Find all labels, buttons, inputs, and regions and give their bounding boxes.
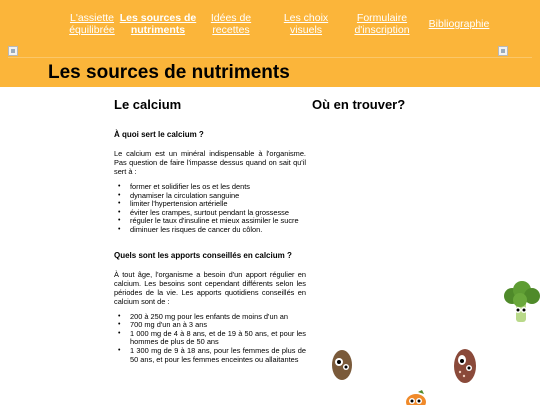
page-title: Les sources de nutriments — [48, 62, 290, 83]
main-nav — [0, 10, 540, 40]
list-item: • éviter les crampes, surtout pendant la grossesse — [114, 209, 306, 218]
list-item: • dynamiser la circulation sanguine — [114, 192, 306, 201]
intake-list — [114, 313, 306, 365]
nav-link-formulaire[interactable]: Formulaire d'inscription — [354, 12, 410, 36]
paragraph-intake: À tout âge, l'organisme a besoin d'un apport régulier en calcium. Les besoins sont cependant différents selon les périodes de la vie. Les apports quotidiens conseillés en calcium sont de : — [114, 269, 306, 306]
carrot-icon — [402, 390, 434, 405]
nav-link-bibliographie[interactable]: Bibliographie — [428, 18, 490, 30]
nav-link-sources[interactable]: Les sources de nutriments — [119, 12, 197, 36]
list-item: • 1 300 mg de 9 à 18 ans, pour les femmes de plus de 50 ans, et pour les femmes enceintes ou allaitantes — [114, 347, 306, 364]
uses-list — [114, 183, 306, 235]
list-item: • réguler le taux d'insuline et mieux assimiler le sucre — [114, 217, 306, 226]
site-header — [0, 0, 540, 87]
paragraph-role: Le calcium est un minéral indispensable à l'organisme. Pas question de faire l'impasse dessus quand on sait qu'il sert à : — [114, 149, 306, 176]
broken-image-icon — [8, 46, 18, 56]
question-heading-intake: Quels sont les apports conseillés en calcium ? — [114, 250, 292, 260]
bean-icon — [330, 348, 354, 382]
where-section — [312, 97, 512, 112]
nav-link-choix-visuels[interactable]: Les choix visuels — [283, 12, 329, 36]
question-heading-role: À quoi sert le calcium ? — [114, 130, 204, 139]
bean-icon — [452, 346, 478, 386]
list-item: • former et solidifier les os et les dents — [114, 183, 306, 192]
nav-link-recettes[interactable]: Idées de recettes — [210, 12, 252, 36]
list-item: • 1 000 mg de 4 à 8 ans, et de 19 à 50 ans, et pour les hommes de plus de 50 ans — [114, 330, 306, 347]
list-item: • 700 mg d'un an à 3 ans — [114, 321, 306, 330]
list-item: • 200 à 250 mg pour les enfants de moins d'un an — [114, 313, 306, 322]
calcium-section — [114, 97, 306, 380]
nav-link-assiette[interactable]: L'assiette équilibrée — [69, 12, 115, 36]
section-heading-where: Où en trouver? — [312, 97, 406, 112]
list-item: • diminuer les risques de cancer du côlon. — [114, 226, 306, 235]
list-item: • limiter l'hypertension artérielle — [114, 200, 306, 209]
header-divider — [8, 57, 532, 58]
broken-image-icon — [498, 46, 508, 56]
section-heading-calcium: Le calcium — [114, 97, 182, 112]
broccoli-icon — [500, 280, 540, 326]
